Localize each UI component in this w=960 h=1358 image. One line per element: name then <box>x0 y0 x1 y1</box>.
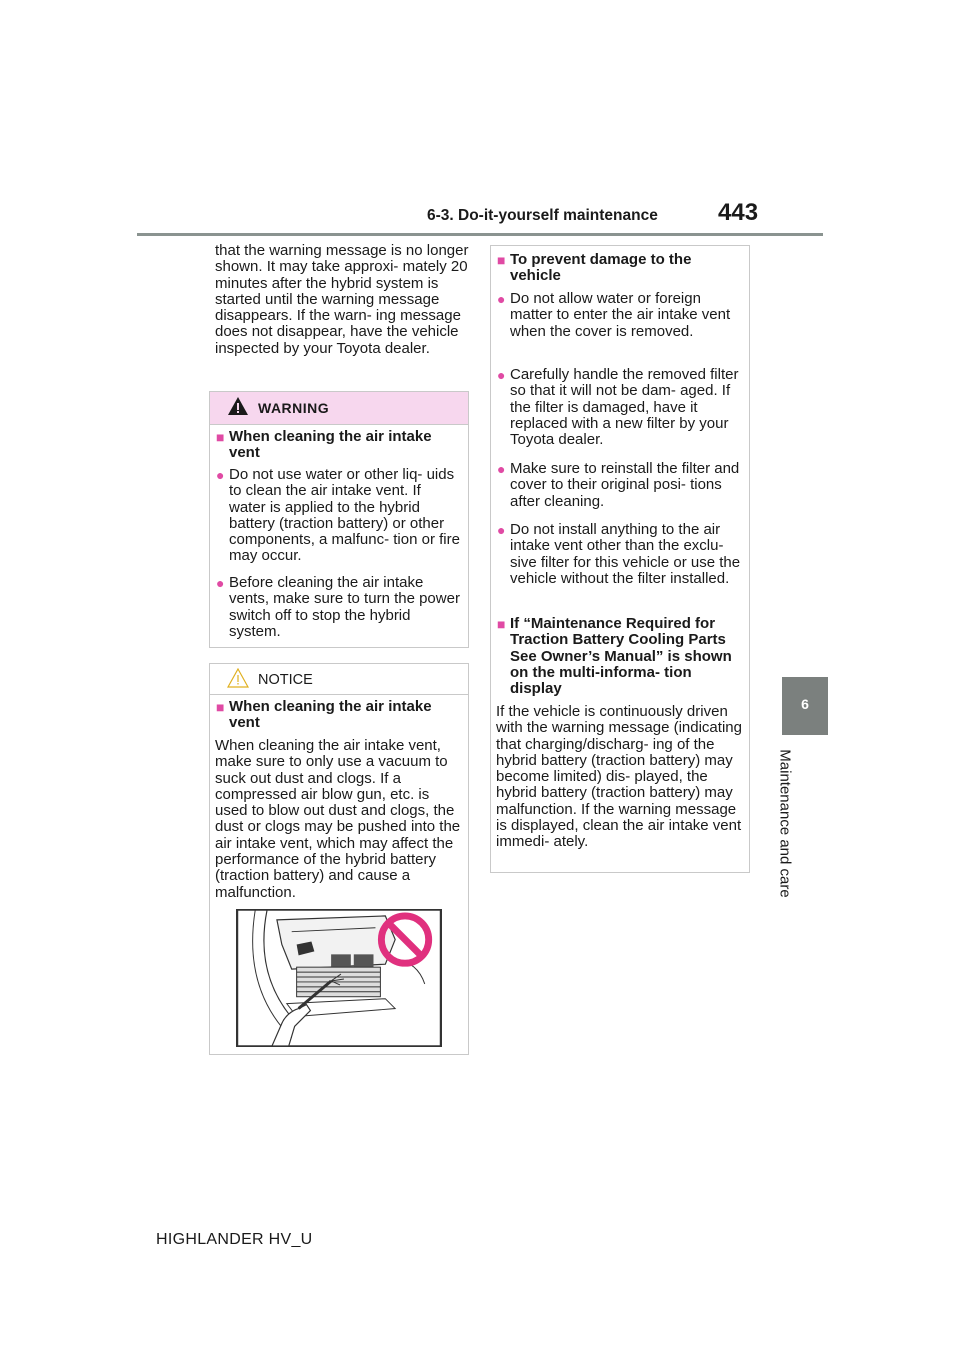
right-heading-2 <box>497 615 742 698</box>
caution-box-right <box>490 245 750 873</box>
page-number: 443 <box>718 199 759 226</box>
chapter-tab <box>782 677 828 735</box>
warning-triangle-icon <box>227 396 249 416</box>
right-heading-1-text: To prevent damage to the vehicle <box>510 251 692 285</box>
right-bullet-text: Do not allow water or foreign matter to enter the air intake vent when the cover is removed. <box>510 290 731 340</box>
notice-heading-text: When cleaning the air intake vent <box>229 698 432 732</box>
notice-heading <box>216 698 459 732</box>
warning-bullet-text: Before cleaning the air intake vents, make sure to turn the power switch off to stop the hybrid system. <box>229 574 460 640</box>
header-rule <box>137 233 823 236</box>
circle-bullet-icon: ● <box>497 461 506 477</box>
notice-header <box>210 664 468 695</box>
right-heading-1 <box>497 251 735 285</box>
right-bullet-text: Make sure to reinstall the filter and cover to their original posi- tions after cleaning. <box>510 460 740 510</box>
notice-triangle-icon <box>227 668 249 688</box>
warning-bullet <box>216 574 461 640</box>
section-title: 6-3. Do-it-yourself maintenance <box>427 207 658 224</box>
right-bullet <box>497 521 742 587</box>
circle-bullet-icon: ● <box>216 467 225 483</box>
notice-box <box>209 663 469 1055</box>
right-bullet-text: Do not install anything to the air intake vent other than the exclu- sive filter for this vehicle or use the vehicle without the filter installed. <box>510 521 741 587</box>
right-bullet <box>497 290 742 340</box>
notice-paragraph: When cleaning the air intake vent, make sure to only use a vacuum to suck out dust and clogs. If a compressed air blow gun, etc. is used to blow out dust and clogs, the dust or clogs may be pushed into the air intake vent, which may affect the performance of the hybrid battery (traction battery) and cause a malfunction. <box>215 737 461 901</box>
warning-label: WARNING <box>258 400 330 416</box>
right-bullet-text: Carefully handle the removed filter so that it will not be dam- aged. If the filter is damaged, have it replaced with a new filter by your Toyota dealer. <box>510 366 739 449</box>
square-bullet-icon: ■ <box>216 699 225 715</box>
circle-bullet-icon: ● <box>497 291 506 307</box>
circle-bullet-icon: ● <box>497 522 506 538</box>
warning-heading <box>216 428 459 462</box>
right-bullet <box>497 460 742 510</box>
warning-bullet <box>216 466 461 565</box>
warning-header <box>210 392 468 425</box>
chapter-label: Maintenance and care <box>776 749 794 898</box>
right-paragraph: If the vehicle is continuously driven with the warning message (indicating that charging/discharg- ing of the hybrid battery (traction battery) may become limited) dis- played, the hybrid battery (traction battery) may malfunction. If the warning message is displayed, clean the air intake vent immedi- ately. <box>496 703 742 851</box>
square-bullet-icon: ■ <box>497 616 506 632</box>
warning-box <box>209 391 469 648</box>
footer-model: HIGHLANDER HV_U <box>156 1231 313 1248</box>
circle-bullet-icon: ● <box>216 575 225 591</box>
square-bullet-icon: ■ <box>216 429 225 445</box>
intro-paragraph: that the warning message is no longer shown. It may take approxi- mately 20 minutes after the hybrid system is started until the warning message disappears. If the warn- ing message does not disappear, have the vehicle inspected by your Toyota dealer. <box>215 242 469 357</box>
circle-bullet-icon: ● <box>497 367 506 383</box>
air-intake-vent-illustration <box>236 909 442 1047</box>
notice-label: NOTICE <box>258 672 313 688</box>
warning-heading-text: When cleaning the air intake vent <box>229 428 432 462</box>
warning-bullet-text: Do not use water or other liq- uids to clean the air intake vent. If water is applied to the hybrid battery (traction battery) or other components, a malfunc- tion or fire may occur. <box>229 466 460 565</box>
right-bullet <box>497 366 742 449</box>
right-heading-2-text: If “Maintenance Required for Traction Battery Cooling Parts See Owner’s Manual” is shown on the multi-informa- tion display <box>510 615 732 698</box>
square-bullet-icon: ■ <box>497 252 506 268</box>
chapter-number: 6 <box>801 696 809 712</box>
